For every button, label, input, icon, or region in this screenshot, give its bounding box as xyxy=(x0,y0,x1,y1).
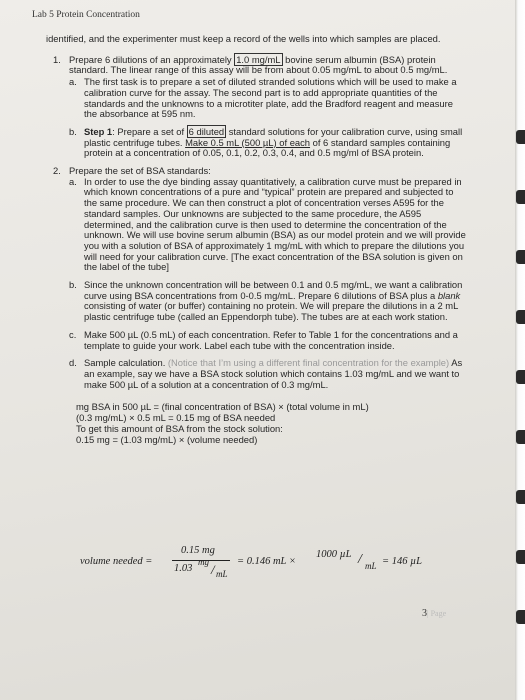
binder-hole xyxy=(516,310,525,324)
text-span: of 6 standard samples containing protein at a concentration of 0.05, 0.1, 0.2, 0.3, 0.4, and 0.5 mg/ml of BSA protein. xyxy=(84,136,451,159)
sub-item-2b xyxy=(69,280,466,323)
formula-result: = 146 µL xyxy=(382,556,422,567)
binder-hole xyxy=(516,250,525,264)
item-1-text-post: bovine serum albumin (BSA) protein standard. The linear range of this assay will be from about 0.05 mg/mL to about 0.5 mg/mL. xyxy=(69,53,448,76)
formula-numerator: 0.15 mg xyxy=(181,545,215,556)
text-span: standard solutions for your calibration curve, using small plastic centrifuge tubes. xyxy=(84,125,463,148)
sub-item-letter: c. xyxy=(69,328,77,340)
sub-item-2c xyxy=(69,330,466,351)
page-number xyxy=(422,608,446,619)
sub-item-1b-text xyxy=(84,127,466,159)
formula-slash: / xyxy=(211,562,215,577)
calc-line-2: (0.3 mg/mL) × 0.5 mL = 0.15 mg of BSA needed xyxy=(76,412,276,424)
binder-hole xyxy=(516,190,525,204)
calc-line-1: mg BSA in 500 µL = (final concentration of BSA) × (total volume in mL) xyxy=(76,401,369,413)
formula-denominator: 1.03 xyxy=(174,563,193,574)
sub-item-2a xyxy=(69,177,466,273)
formula-denominator-unit-top: mg xyxy=(198,557,209,567)
binder-hole xyxy=(516,130,525,144)
item-number: 2. xyxy=(53,165,61,177)
volume-formula xyxy=(80,543,460,583)
document-body xyxy=(36,34,466,445)
boxed-concentration: 1.0 mg/mL xyxy=(236,53,281,65)
item-2-title: Prepare the set of BSA standards: xyxy=(69,165,211,177)
text-span: Since the unknown concentration will be between 0.1 and 0.5 mg/mL, we want a calibration curve using BSA concentrations from 0-0.5 mg/mL. Prepare 6 dilutions of BSA plus a xyxy=(84,279,463,301)
formula-intermediate: = 0.146 mL × xyxy=(237,556,296,567)
item-number: 1. xyxy=(53,53,61,65)
text-span: As an example, say we have a BSA stock solution which contains 1.03 mg/mL and we want to make 500 µL of a solution at a concentration of 0.3 mg/mL. xyxy=(84,357,463,390)
blank-emphasis: blank xyxy=(437,289,461,301)
sub-item-2d xyxy=(69,358,466,390)
binder-hole xyxy=(516,370,525,384)
underlined-volume: Make 0.5 mL (500 µL) of each xyxy=(185,136,311,148)
text-span: consisting of water (or buffer) containing no protein. We will prepare the dilutions in a 2 mL plastic centrifuge tube (called an Eppendorph tube). The tubes are at each work station. xyxy=(84,300,458,323)
formula-conversion-bottom: mL xyxy=(365,561,377,571)
sub-item-letter: d. xyxy=(69,357,77,369)
faded-note: (Notice that I’m using a different final concentration for the example) xyxy=(167,357,450,369)
page-number-value: 3 xyxy=(422,608,427,619)
sub-item-2b-text xyxy=(84,280,466,323)
sub-item-2a-text: In order to use the dye binding assay quantitatively, a calibration curve must be prepared in which known concentrations of a pure and “typical” protein are prepared and subjected to the same procedure. We can then construct a plot of concentration verses A595 for the standard samples. Our unknowns are subjected to the same procedure, the A595 determined, and the calibration curve is then used to determine the concentration of the unknown. We will use bovine serum albumin (BSA) as our model protein and we will provide you with a solution of BSA of approximately 1 mg/mL with which to prepare the dilutions you will need for your calibration curve. [The exact concentration of the BSA solution is given on the label of the tube] xyxy=(84,175,466,273)
calc-line-3: To get this amount of BSA from the stock solution: xyxy=(76,422,283,434)
text-span: : Prepare a set of xyxy=(112,125,187,137)
sub-item-letter: b. xyxy=(69,125,77,137)
sub-item-letter: a. xyxy=(69,175,77,187)
binder-hole xyxy=(516,550,525,564)
page-header: Lab 5 Protein Concentration xyxy=(32,10,140,20)
sub-item-2d-text xyxy=(84,358,466,390)
formula-denominator-unit-bottom: mL xyxy=(216,569,228,579)
sub-item-letter: b. xyxy=(69,279,77,291)
item-1-text xyxy=(69,55,466,76)
boxed-diluted: 6 diluted xyxy=(188,125,225,137)
formula-lhs: volume needed = xyxy=(80,556,153,567)
intro-paragraph: identified, and the experimenter must keep a record of the wells into which samples are placed. xyxy=(46,33,441,44)
calc-line-4: 0.15 mg = (1.03 mg/mL) × (volume needed) xyxy=(76,433,258,445)
step-label: Step 1 xyxy=(84,125,113,137)
page-label: | Page xyxy=(427,609,447,618)
text-span: Sample calculation. xyxy=(84,357,168,369)
binder-hole xyxy=(516,490,525,504)
formula-conversion-top: 1000 µL xyxy=(316,549,352,560)
sub-item-1a-text: The first task is to prepare a set of diluted stranded solutions which will be used to make a calibration curve for the assay. The second part is to add appropriate quantities of the standards and the unknowns to a microtiter plate, add the Bradford reagent and measure the absorbance at 595 nm. xyxy=(84,76,457,120)
list-item-1 xyxy=(36,55,466,159)
formula-slash: / xyxy=(358,552,362,567)
sample-calculation xyxy=(76,402,466,445)
binder-hole xyxy=(516,610,525,624)
binder-hole xyxy=(516,430,525,444)
sub-item-2c-text: Make 500 µL (0.5 mL) of each concentration. Refer to Table 1 for the concentrations and a template to guide your work. Label each tube with the concentration inside. xyxy=(84,328,458,351)
binder-edge xyxy=(515,0,525,700)
item-1-text-pre: Prepare 6 dilutions of an approximately xyxy=(69,53,235,65)
sub-item-letter: a. xyxy=(69,76,77,88)
list-item-2 xyxy=(36,166,466,390)
sub-item-1b xyxy=(69,127,466,159)
sub-item-1a xyxy=(69,77,466,120)
